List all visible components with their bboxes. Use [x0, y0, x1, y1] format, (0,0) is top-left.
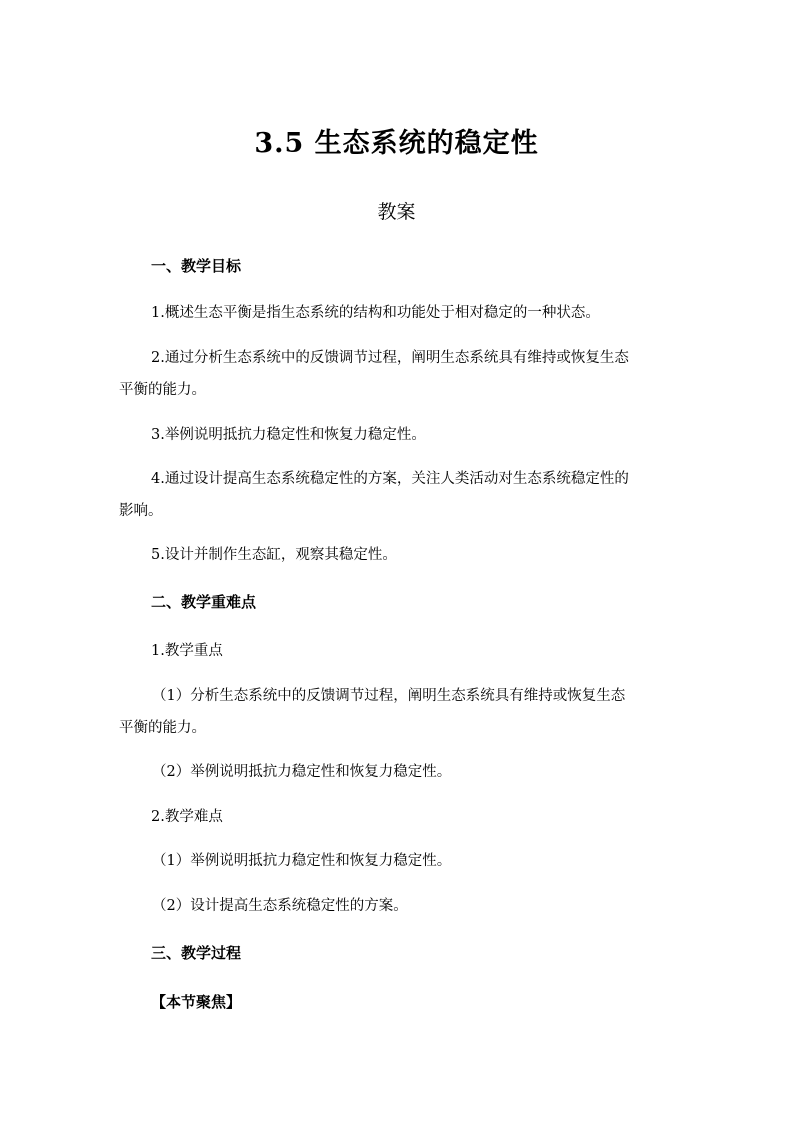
section-heading-process: 三、教学过程 — [151, 944, 242, 962]
goal-item-5: 5.设计并制作生态缸，观察其稳定性。 — [151, 547, 397, 563]
section-focus-label: 【本节聚焦】 — [151, 993, 242, 1011]
goal-item-3: 3.举例说明抵抗力稳定性和恢复力稳定性。 — [151, 427, 426, 443]
key-point-2: （2）举例说明抵抗力稳定性和恢复力稳定性。 — [152, 764, 452, 780]
document-title: 3.5 生态系统的稳定性 — [254, 128, 539, 159]
key-points-heading: 1.教学重点 — [151, 643, 223, 659]
section-heading-key-points: 二、教学重难点 — [151, 593, 257, 611]
goal-item-2-line-2: 平衡的能力。 — [119, 382, 206, 398]
goal-item-4-line-1: 4.通过设计提高生态系统稳定性的方案，关注人类活动对生态系统稳定性的 — [151, 471, 629, 487]
difficult-points-heading: 2.教学难点 — [151, 809, 223, 825]
key-point-1-line-1: （1）分析生态系统中的反馈调节过程，阐明生态系统具有维持或恢复生态 — [152, 688, 626, 704]
section-heading-goals: 一、教学目标 — [151, 257, 242, 275]
key-point-1-line-2: 平衡的能力。 — [119, 720, 206, 736]
goal-item-1: 1.概述生态平衡是指生态系统的结构和功能处于相对稳定的一种状态。 — [151, 305, 600, 321]
difficult-point-1: （1）举例说明抵抗力稳定性和恢复力稳定性。 — [152, 853, 452, 869]
difficult-point-2: （2）设计提高生态系统稳定性的方案。 — [152, 898, 408, 914]
goal-item-4-line-2: 影响。 — [119, 503, 163, 519]
document-subtitle: 教案 — [377, 201, 416, 223]
goal-item-2-line-1: 2.通过分析生态系统中的反馈调节过程，阐明生态系统具有维持或恢复生态 — [151, 350, 629, 366]
